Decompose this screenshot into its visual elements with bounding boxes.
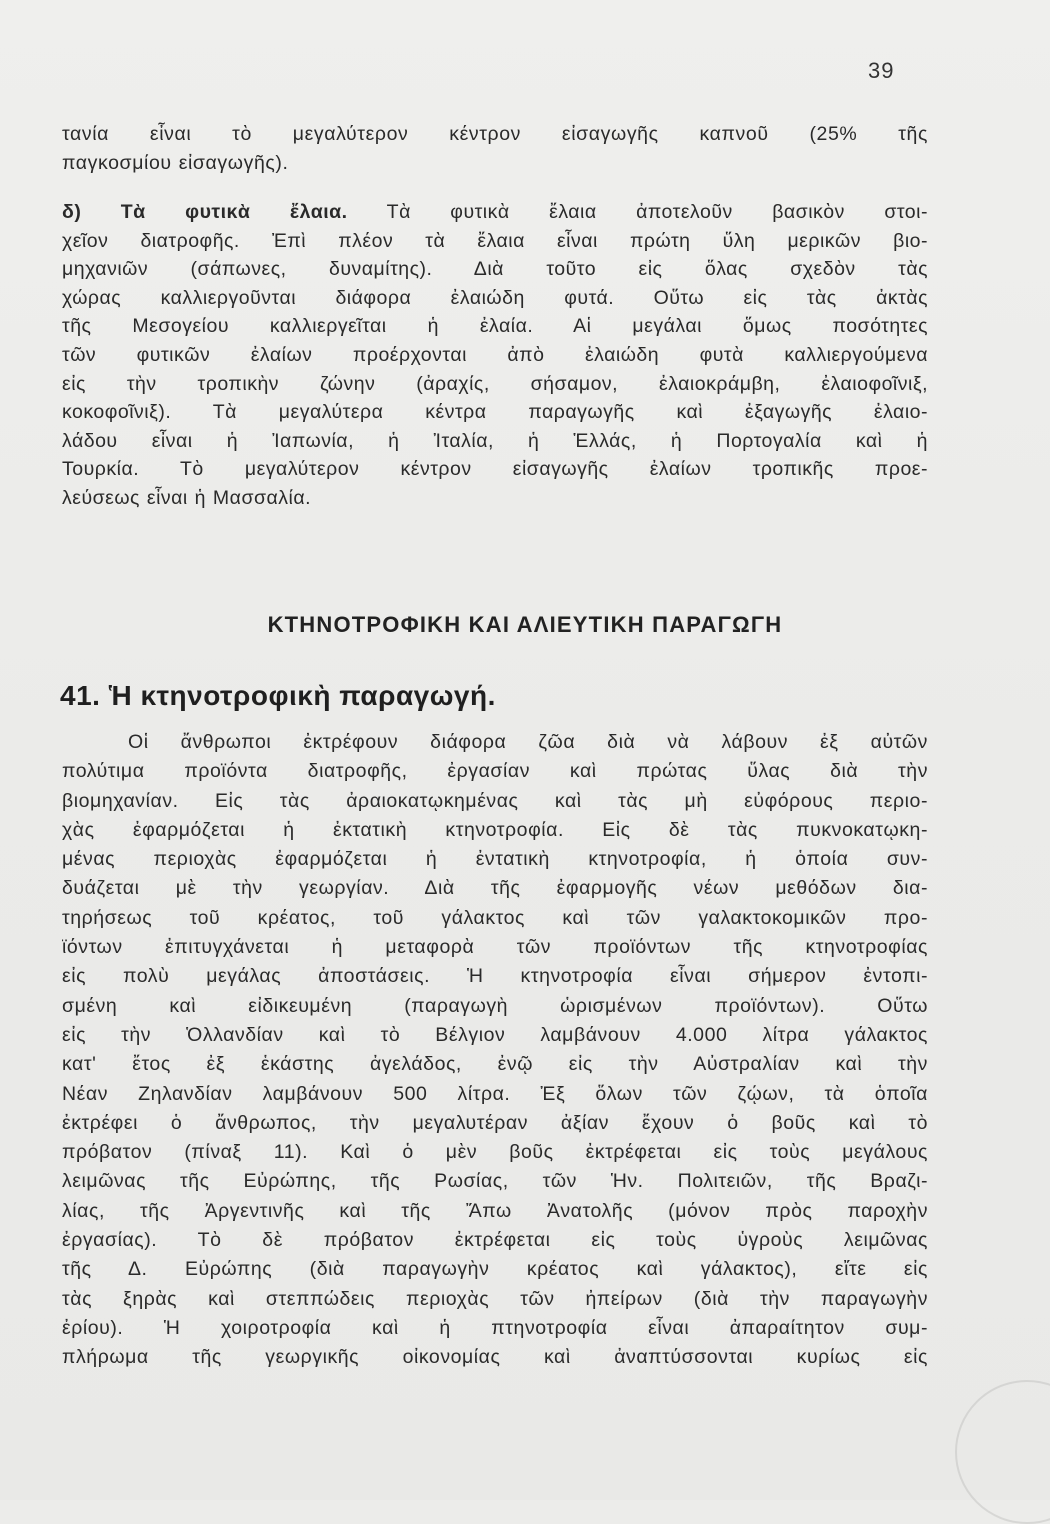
text-line: τὰς ξηρὰς καὶ στεππώδεις περιοχὰς τῶν ἠπείρων (διὰ τὴν παραγωγὴν <box>62 1287 928 1310</box>
text-line: μηχανιῶν (σάπωνες, δυναμίτης). Διὰ τοῦτο εἰς ὅλας σχεδὸν τὰς <box>62 258 928 281</box>
section-title: 41. Ἡ κτηνοτροφικὴ παραγωγή. <box>60 680 496 711</box>
text-line: εἰς τὴν τροπικὴν ζώνην (ἀραχίς, σήσαμον, ἐλαιοκράμβη, ἐλαιοφοῖνιξ, <box>62 372 928 395</box>
vegetable-oils-paragraph <box>62 198 928 513</box>
text-line: χώρας καλλιεργοῦνται διάφορα ἐλαιώδη φυτά. Οὕτω εἰς τὰς ἀκτὰς <box>62 286 928 309</box>
library-stamp-mark <box>955 1380 1050 1524</box>
text-line: λειμῶνας τῆς Εὐρώπης, τῆς Ρωσίας, τῶν Ἡν. Πολιτειῶν, τῆς Βραζι- <box>62 1170 928 1193</box>
text-line: δυάζεται μὲ τὴν γεωργίαν. Διὰ τῆς ἐφαρμογῆς νέων μεθόδων δια- <box>62 877 928 900</box>
section-heading: ΚΤΗΝΟΤΡΟΦΙΚΗ ΚΑΙ ΑΛΙΕΥΤΙΚΗ ΠΑΡΑΓΩΓΗ <box>267 612 783 637</box>
text-line: λάδου εἶναι ἡ Ἰαπωνία, ἡ Ἰταλία, ἡ Ἑλλάς, ἡ Πορτογαλία καὶ ἡ <box>62 429 928 452</box>
text-line: πλήρωμα τῆς γεωργικῆς οἰκονομίας καὶ ἀναπτύσσονται κυρίως εἰς <box>62 1346 928 1369</box>
intro-paragraph <box>62 120 928 177</box>
text-line: εἰς πολὺ μεγάλας ἀποστάσεις. Ἡ κτηνοτροφία εἶναι σήμερον ἐντοπι- <box>62 965 928 988</box>
text-line: Τουρκία. Τὸ μεγαλύτερον κέντρον εἰσαγωγῆς ἐλαίων τροπικῆς προε- <box>62 458 928 481</box>
text-line: τῆς Μεσογείου καλλιεργεῖται ἡ ἐλαία. Αἱ μεγάλαι ὅμως ποσότητες <box>62 315 928 338</box>
text-line: χὰς ἐφαρμόζεται ἡ ἐκτατικὴ κτηνοτροφία. Εἰς δὲ τὰς πυκνοκατῳκη- <box>62 818 928 841</box>
text-line: κατ' ἔτος ἐξ ἑκάστης ἀγελάδος, ἐνῷ εἰς τὴν Αὐστραλίαν καὶ τὴν <box>62 1053 928 1076</box>
text-line: παγκοσμίου εἰσαγωγῆς). <box>62 151 289 174</box>
text-line: ἐργασίας). Τὸ δὲ πρόβατον ἐκτρέφεται εἰς τοὺς ὑγροὺς λειμῶνας <box>62 1229 928 1252</box>
text-line: Νέαν Ζηλανδίαν λαμβάνουν 500 λίτρα. Ἐξ ὅλων τῶν ζῴων, τὰ ὁποῖα <box>62 1082 928 1105</box>
text-line: πολύτιμα προϊόντα διατροφῆς, ἐργασίαν καὶ πρώτας ὕλας διὰ τὴν <box>62 760 928 783</box>
text-line: ἐρίου). Ἡ χοιροτροφία καὶ ἡ πτηνοτροφία εἶναι ἀπαραίτητον συμ- <box>62 1316 928 1339</box>
text-line: τῆς Δ. Εὐρώπης (διὰ παραγωγὴν κρέατος καὶ γάλακτος), εἴτε εἰς <box>62 1258 928 1281</box>
text-line: τηρήσεως τοῦ κρέατος, τοῦ γάλακτος καὶ τῶν γαλακτοκομικῶν προ- <box>62 906 928 929</box>
livestock-paragraph <box>62 728 928 1373</box>
text-fragment: Τὰ φυτικὰ ἔλαια ἀποτελοῦν βασικὸν στοι- <box>386 201 928 223</box>
text-line-with-subhead <box>62 198 928 227</box>
text-line: Οἱ ἄνθρωποι ἐκτρέφουν διάφορα ζῶα διὰ νὰ λάβουν ἐξ αὐτῶν <box>128 731 928 753</box>
text-line: λίας, τῆς Ἀργεντινῆς καὶ τῆς Ἄπω Ἀνατολῆς (μόνον πρὸς παροχὴν <box>62 1199 928 1222</box>
subsection-heading: δ) Τὰ φυτικὰ ἔλαια. <box>62 201 348 223</box>
text-line: εἰς τὴν Ὁλλανδίαν καὶ τὸ Βέλγιον λαμβάνουν 4.000 λίτρα γάλακτος <box>62 1023 928 1046</box>
text-line: κοκοφοῖνιξ). Τὰ μεγαλύτερα κέντρα παραγωγῆς καὶ ἐξαγωγῆς ἐλαιο- <box>62 401 928 424</box>
text-line: τανία εἶναι τὸ μεγαλύτερον κέντρον εἰσαγωγῆς καπνοῦ (25% τῆς <box>62 123 928 145</box>
text-line: τῶν φυτικῶν ἐλαίων προέρχονται ἀπὸ ἐλαιώδη φυτὰ καλλιεργούμενα <box>62 343 928 366</box>
text-line: μένας περιοχὰς ἐφαρμόζεται ἡ ἐντατικὴ κτηνοτροφία, ἡ ὁποία συν- <box>62 848 928 871</box>
text-line: ἐκτρέφει ὁ ἄνθρωπος, τὴν μεγαλυτέραν ἀξίαν ἔχουν ὁ βοῦς καὶ τὸ <box>62 1111 928 1134</box>
page-number: 39 <box>868 58 895 83</box>
text-line: χεῖον διατροφῆς. Ἐπὶ πλέον τὰ ἔλαια εἶναι πρώτη ὕλη μερικῶν βιο- <box>62 229 928 252</box>
text-line: βιομηχανίαν. Εἰς τὰς ἀραιοκατῳκημένας καὶ τὰς μὴ εὐφόρους περιο- <box>62 789 928 812</box>
text-line: λεύσεως εἶναι ἡ Μασσαλία. <box>62 486 312 509</box>
text-line: ϊόντων ἐπιτυγχάνεται ἡ μεταφορὰ τῶν προϊόντων τῆς κτηνοτροφίας <box>62 936 928 959</box>
text-line: σμένη καὶ εἰδικευμένη (παραγωγὴ ὡρισμένων προϊόντων). Οὕτω <box>62 994 928 1017</box>
text-line: πρόβατον (πίναξ 11). Καὶ ὁ μὲν βοῦς ἐκτρέφεται εἰς τοὺς μεγάλους <box>62 1141 928 1164</box>
